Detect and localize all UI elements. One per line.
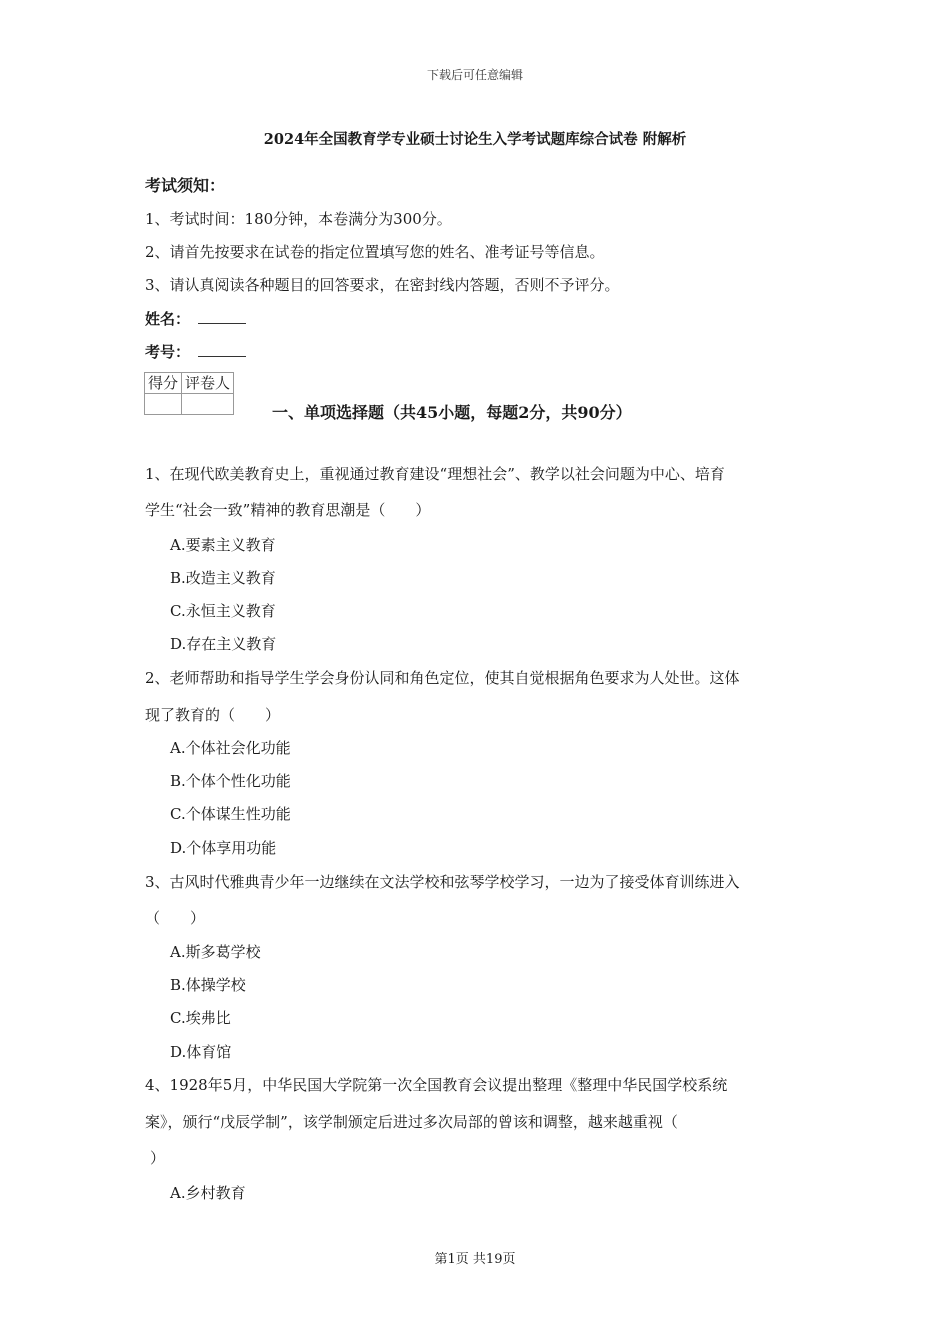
question-option: C.永恒主义教育 bbox=[170, 602, 276, 620]
notice-item: 3、请认真阅读各种题目的回答要求，在密封线内答题，否则不予评分。 bbox=[145, 276, 620, 294]
question-option: B.体操学校 bbox=[170, 976, 246, 994]
question-option: D.存在主义教育 bbox=[170, 635, 277, 653]
question-option: A.要素主义教育 bbox=[170, 536, 276, 554]
score-table bbox=[144, 372, 234, 415]
header-note: 下载后可任意编辑 bbox=[426, 68, 523, 82]
notice-item: 1、考试时间：180分钟，本卷满分为300分。 bbox=[145, 210, 452, 228]
question-option: C.埃弗比 bbox=[170, 1009, 231, 1027]
question-text: 4、1928年5月，中华民国大学院第一次全国教育会议提出整理《整理中华民国学校系统 bbox=[145, 1076, 728, 1094]
question-text: 学生“社会一致”精神的教育思潮是（ ） bbox=[145, 501, 431, 519]
question-text: （ ） bbox=[145, 909, 206, 927]
document-title: 2024年全国教育学专业硕士讨论生入学考试题库综合试卷 附解析 bbox=[263, 131, 687, 148]
question-text: 2、老师帮助和指导学生学会身份认同和角色定位，使其自觉根据角色要求为人处世。这体 bbox=[145, 669, 740, 687]
question-text: 1、在现代欧美教育史上，重视通过教育建设“理想社会”、教学以社会问题为中心、培育 bbox=[145, 465, 725, 483]
score-cell bbox=[145, 394, 182, 415]
question-option: A.个体社会化功能 bbox=[170, 739, 291, 757]
question-option: B.个体个性化功能 bbox=[170, 772, 291, 790]
question-text: 现了教育的（ ） bbox=[145, 706, 281, 724]
name-label: 姓名： bbox=[145, 310, 191, 328]
notice-item: 2、请首先按要求在试卷的指定位置填写您的姓名、准考证号等信息。 bbox=[145, 243, 605, 261]
question-option: A.乡村教育 bbox=[170, 1184, 246, 1202]
name-blank-line[interactable] bbox=[198, 309, 246, 324]
name-field bbox=[145, 308, 246, 329]
question-option: A.斯多葛学校 bbox=[170, 943, 261, 961]
question-option: B.改造主义教育 bbox=[170, 569, 276, 587]
question-text: 3、古风时代雅典青少年一边继续在文法学校和弦琴学校学习，一边为了接受体育训练进入 bbox=[145, 873, 740, 891]
page-footer: 第1页 共19页 bbox=[434, 1252, 516, 1267]
grader-header: 评卷人 bbox=[182, 373, 234, 394]
question-text: 案》，颁行“戊辰学制”，该学制颁定后进过多次局部的曾该和调整，越来越重视（ bbox=[145, 1113, 678, 1131]
question-option: D.个体享用功能 bbox=[170, 839, 277, 857]
exam-number-field bbox=[145, 341, 246, 362]
score-header: 得分 bbox=[145, 373, 182, 394]
exam-number-blank-line[interactable] bbox=[198, 342, 246, 357]
notice-heading: 考试须知： bbox=[145, 176, 226, 195]
grader-cell bbox=[182, 394, 234, 415]
question-text: ） bbox=[150, 1149, 166, 1167]
exam-number-label: 考号： bbox=[145, 343, 191, 361]
question-option: D.体育馆 bbox=[170, 1043, 232, 1061]
section-heading: 一、单项选择题（共45小题，每题2分，共90分） bbox=[272, 403, 632, 422]
question-option: C.个体谋生性功能 bbox=[170, 805, 291, 823]
